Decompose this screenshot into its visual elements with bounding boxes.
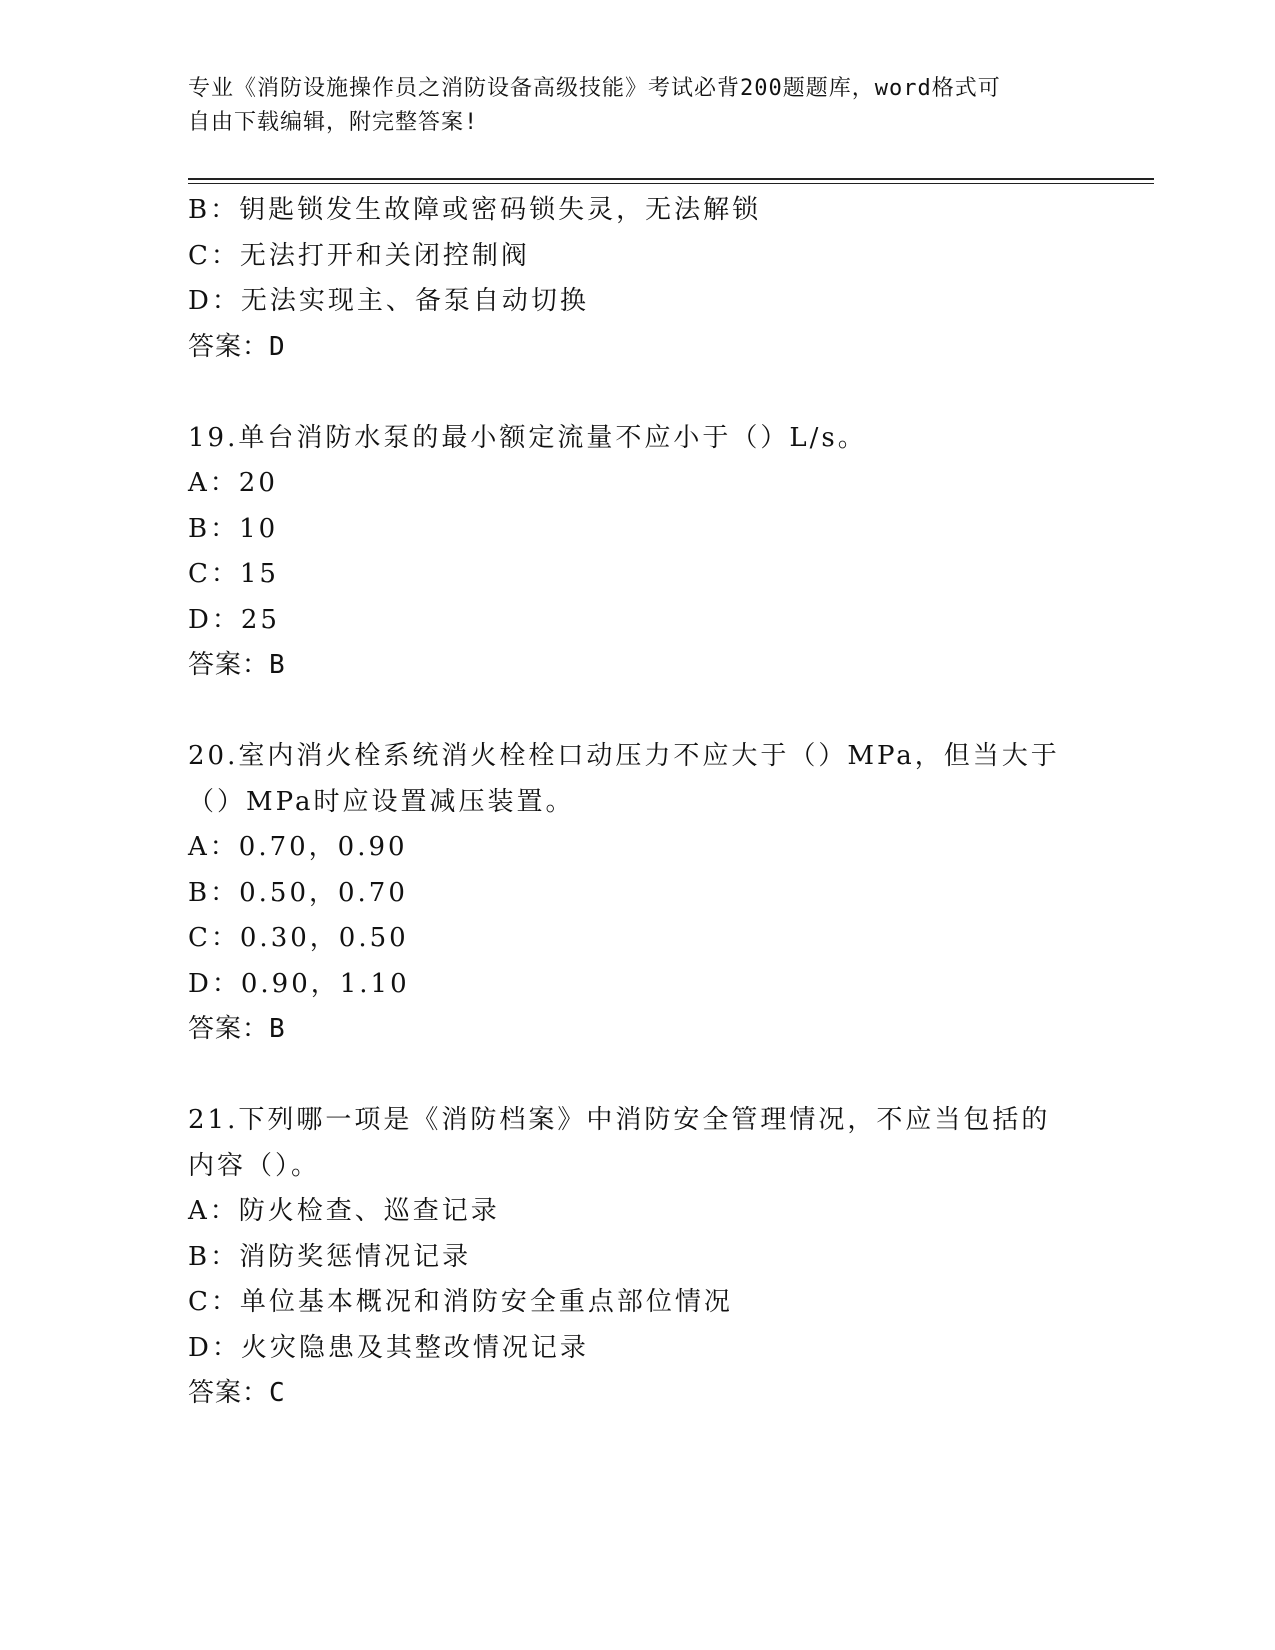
option-b: B：钥匙锁发生故障或密码锁失灵，无法解锁: [188, 195, 762, 225]
question-18: [188, 188, 1088, 370]
option-c: C：无法打开和关闭控制阀: [188, 240, 530, 271]
option-a: A：防火检查、巡查记录: [188, 1196, 500, 1226]
answer: 答案：B: [188, 1014, 286, 1044]
question-list: [188, 188, 1088, 1417]
question-text: 20.室内消火栓系统消火栓栓口动压力不应大于（）MPa，但当大于（）MPa时应设置减压装置。: [188, 741, 1060, 817]
option-d: D：无法实现主、备泵自动切换: [188, 286, 589, 316]
question-20: [188, 734, 1088, 1053]
answer: 答案：B: [188, 650, 286, 680]
option-c: C：15: [188, 559, 279, 589]
option-b: B：消防奖惩情况记录: [188, 1241, 472, 1272]
header-divider-thick: [188, 178, 1154, 180]
option-c: C：单位基本概况和消防安全重点部位情况: [188, 1287, 733, 1317]
question-19: [188, 416, 1088, 689]
answer: 答案：D: [188, 331, 286, 362]
header-line-1: 专业《消防设施操作员之消防设备高级技能》考试必背200题题库，word格式可: [188, 76, 1001, 101]
question-text: 19.单台消防水泵的最小额定流量不应小于（）L/s。: [188, 422, 867, 453]
option-c: C：0.30，0.50: [188, 923, 409, 953]
option-b: B：0.50，0.70: [188, 877, 408, 908]
spacer: [188, 1053, 1088, 1099]
option-d: D：25: [188, 604, 280, 635]
option-a: A：20: [188, 468, 278, 498]
header-line-2: 自由下载编辑，附完整答案!: [188, 110, 479, 135]
option-d: D：火灾隐患及其整改情况记录: [188, 1332, 589, 1363]
document-header: [188, 72, 1088, 140]
question-text: 21.下列哪一项是《消防档案》中消防安全管理情况，不应当包括的内容（）。: [188, 1105, 1051, 1181]
option-b: B：10: [188, 513, 279, 544]
spacer: [188, 689, 1088, 735]
spacer: [188, 370, 1088, 416]
question-21: [188, 1098, 1088, 1417]
option-a: A：0.70，0.90: [188, 832, 408, 862]
answer: 答案：C: [188, 1378, 286, 1408]
option-d: D：0.90，1.10: [188, 968, 410, 999]
header-divider-thin: [188, 183, 1154, 184]
